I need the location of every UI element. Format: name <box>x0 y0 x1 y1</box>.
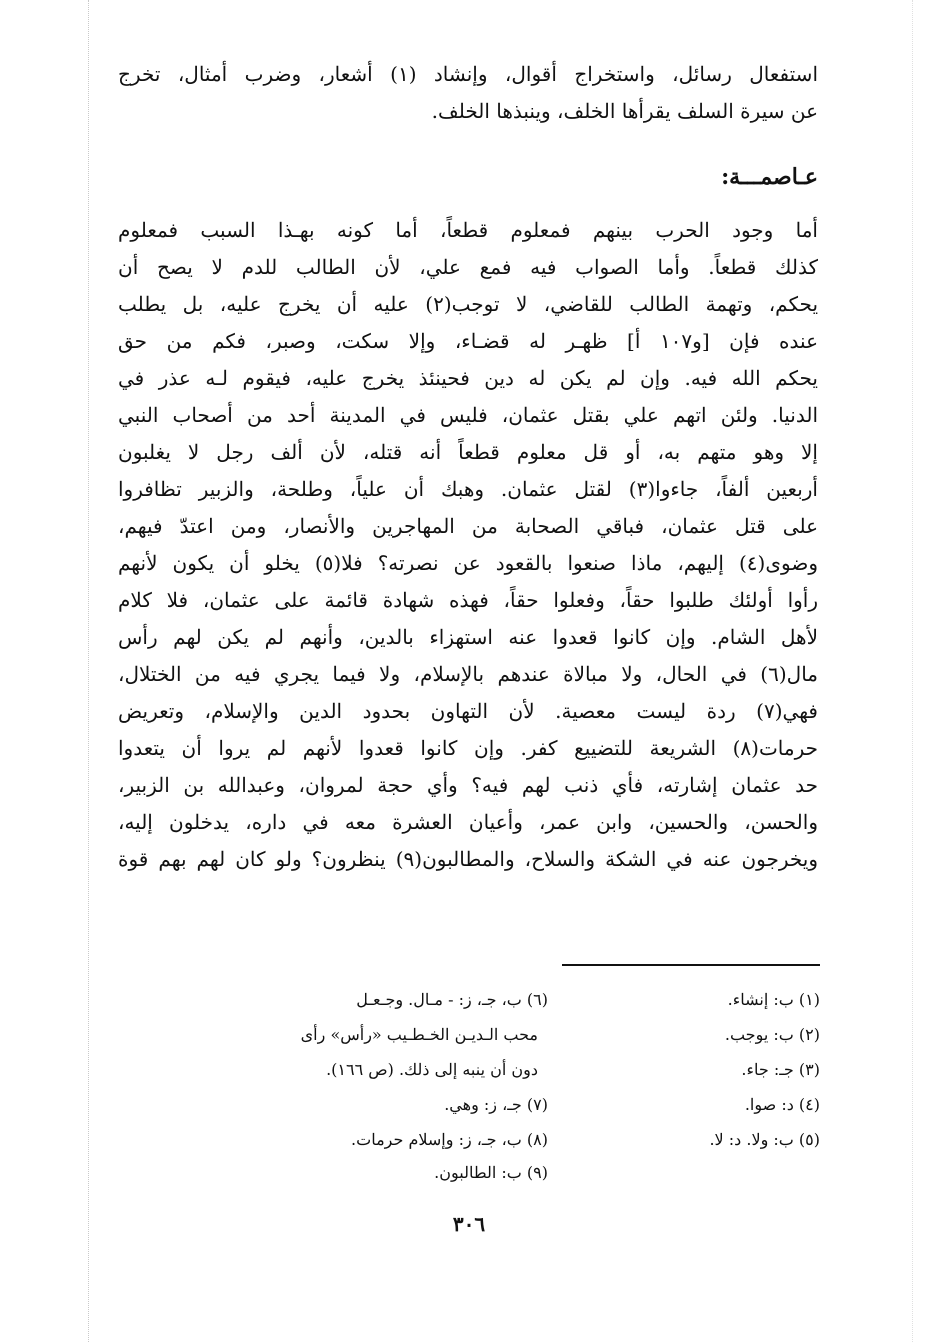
main-paragraph <box>118 212 818 878</box>
text-line: فهي(٧) ردة ليست معصية. لأن التهاون بحدود الدين والإسلام، وتعريض <box>118 699 818 723</box>
page-number: ٣٠٦ <box>452 1212 486 1236</box>
footnote: (٦) ب، جـ، ز: - مـال. وجـعـل <box>356 990 548 1009</box>
footnote: (٨) ب، جـ، ز: وإسلام حرمات. <box>351 1130 548 1149</box>
text-line: استفعال رسائل، واستخراج أقوال، وإنشاد (١) أشعار، وضرب أمثال، تخرج <box>118 62 818 86</box>
text-line: حرمات(٨) الشريعة للتضييع كفر. وإن كانوا قعدوا لأنهم لم يروا أن يتعدوا <box>118 736 818 760</box>
footnote: (٧) جـ، ز: وهي. <box>444 1095 548 1114</box>
text-line: حد عثمان إشارته، فأي ذنب لهم فيه؟ وأي حجة لمروان، وعبدالله بن الزبير، <box>118 773 818 797</box>
text-line: مال(٦) في الحال، ولا مبالاة عندهم بالإسلام، ولا فيما يجري فيه من الختلال، <box>118 662 818 686</box>
text-line: رأوا أولئك طلبوا حقاً، وفعلوا حقاً، فهذه شهادة قائمة على عثمان، فلا كلام <box>118 588 818 612</box>
text-line: عن سيرة السلف يقرأها الخلف، وينبذها الخلف. <box>431 99 818 123</box>
footnote: (٥) ب: ولا. د: لا. <box>709 1130 820 1149</box>
text-line: على قتل عثمان، فباقي الصحابة من المهاجرين والأنصار، ومن اعتدّ فيهم، <box>118 514 818 538</box>
footnote: (٣) جـ: جاء. <box>741 1060 820 1079</box>
footnote: (٤) د: صوا. <box>744 1095 820 1114</box>
text-line: أربعين ألفاً، جاءوا(٣) لقتل عثمان. وهبك أن علياً، وطلحة، والزبير تظافروا <box>118 477 818 501</box>
text-line: يحكم، وتهمة الطالب للقاضي، لا توجب(٢) عليه أن يخرج عليه، بل يطلب <box>118 292 818 316</box>
footnote-continuation: دون أن ينبه إلى ذلك. (ص ١٦٦). <box>326 1060 538 1079</box>
footnote-separator <box>562 964 820 966</box>
text-line: كذلك قطعاً. وأما الصواب فيه فمع علي، لأن الطالب للدم لا يصح أن <box>118 255 818 279</box>
section-heading: عـاصمـــة: <box>721 164 818 190</box>
scan-gutter-line <box>88 0 89 1342</box>
text-line: إلا وهو متهم به، أو قل معلوم قطعاً أنه قتله، لأن ألف رجل لا يغلبون <box>118 440 818 464</box>
text-line: أما وجود الحرب بينهم فمعلوم قطعاً، أما كونه بهـذا السبب فمعلوم <box>118 218 818 242</box>
text-line: يحكم الله فيه. وإن لم يكن له دين فحينئذ يخرج عليه، فيقوم لـه عذر في <box>118 366 818 390</box>
scan-edge-line <box>912 0 913 1342</box>
text-line: والحسن، والحسين، وابن عمر، وأعيان العشرة معه في داره، يدخلون إليه، <box>118 810 818 834</box>
footnote-continuation: محب الـديـن الخـطـيب «رأس» رأى <box>300 1025 538 1044</box>
text-line: لأهل الشام. وإن كانوا قعدوا عنه استهزاء بالدين، وأنهم لم يكن لهم رأس <box>118 625 818 649</box>
text-line: الدنيا. ولئن اتهم علي بقتل عثمان، فليس في المدينة أحد من أصحاب النبي <box>118 403 818 427</box>
footnote: (٢) ب: يوجب. <box>724 1025 820 1044</box>
footnote: (٩) ب: الطالبون. <box>434 1163 548 1182</box>
text-line: ويخرجون عنه في الشكة والسلاح، والمطالبون(٩) ينظرون؟ ولو كان لهم بهم قوة <box>118 847 818 871</box>
footnotes-right-column <box>590 982 820 1157</box>
footnotes-left-column <box>228 982 548 1157</box>
intro-paragraph <box>118 56 818 130</box>
text-line: عنده فإن [و١٠٧ أ] ظهـر له قضـاء، وإلا سكت، وصبر، فكم من حق <box>118 329 818 353</box>
footnote: (١) ب: إنشاء. <box>727 990 820 1009</box>
text-line: وضوى(٤) إليهم، ماذا صنعوا بالقعود عن نصرته؟ فلا(٥) يخلو أن يكون لأنهم <box>118 551 818 575</box>
